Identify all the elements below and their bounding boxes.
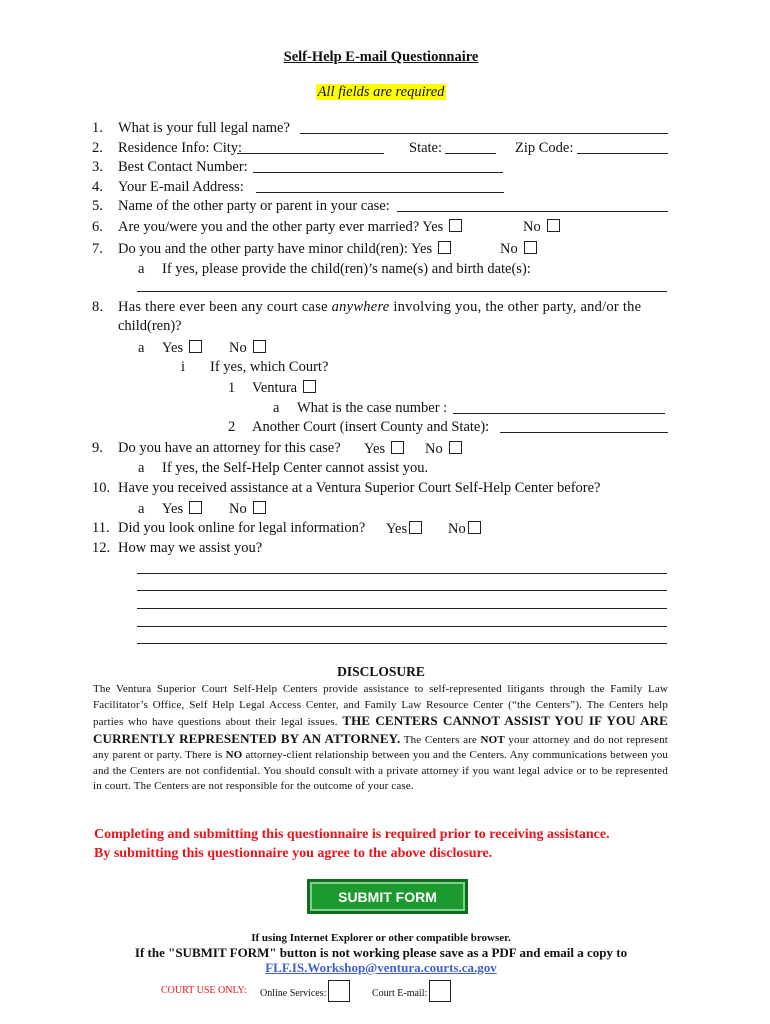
question-1: 1. What is your full legal name? — [92, 120, 290, 136]
page-title: Self-Help E-mail Questionnaire — [283, 49, 479, 65]
court-case-no-checkbox[interactable] — [253, 340, 266, 353]
city-field[interactable] — [237, 141, 384, 154]
question-11: 11. Did you look online for legal information? — [92, 520, 366, 536]
children-no-option: No — [500, 241, 537, 257]
required-notice: Completing and submitting this questionnaire is required prior to receiving assistance. — [94, 827, 610, 842]
zip-field[interactable] — [577, 141, 668, 154]
assist-line-3[interactable] — [137, 608, 667, 609]
full-name-field[interactable] — [300, 121, 668, 134]
question-9: 9. Do you have an attorney for this case? — [92, 440, 341, 456]
attorney-no-checkbox[interactable] — [449, 441, 462, 454]
prior-help-yes-checkbox[interactable] — [189, 501, 202, 514]
online-services-option: Online Services: — [260, 980, 350, 1002]
question-7a: a If yes, please provide the child(ren)’s name(s) and birth date(s): — [138, 261, 531, 277]
browser-note: If using Internet Explorer or other compatible browser. — [251, 932, 511, 944]
assist-line-1[interactable] — [137, 573, 667, 574]
question-3: 3. Best Contact Number: — [92, 159, 248, 175]
question-6: 6. Are you/were you and the other party ever married? Yes — [92, 219, 462, 235]
attorney-no-option: No — [425, 441, 462, 457]
email-link[interactable]: FLF.IS.Workshop@ventura.courts.ca.gov — [265, 960, 497, 975]
question-4: 4. Your E-mail Address: — [92, 179, 244, 195]
question-8-2: 2 Another Court (insert County and State): — [228, 419, 490, 435]
prior-help-no-checkbox[interactable] — [253, 501, 266, 514]
submit-form-button[interactable]: SUBMIT FORM — [307, 879, 468, 914]
email-address-field[interactable] — [256, 180, 504, 193]
question-7: 7. Do you and the other party have minor child(ren): Yes — [92, 241, 451, 257]
assist-line-4[interactable] — [137, 626, 667, 627]
subtitle-required — [0, 85, 762, 100]
question-8-i: i If yes, which Court? — [181, 359, 329, 375]
required-highlight: All fields are required — [317, 84, 445, 100]
court-case-yes-checkbox[interactable] — [189, 340, 202, 353]
state-label: State: — [409, 140, 443, 156]
married-no-checkbox[interactable] — [547, 219, 560, 232]
online-no-checkbox[interactable] — [468, 521, 481, 534]
state-field[interactable] — [445, 141, 496, 154]
prior-help-no-option: No — [229, 501, 266, 517]
cannot-assist-warning: THE CENTERS CANNOT ASSIST YOU IF YOU ARE CURRENTLY REPRESENTED BY AN ATTORNEY. — [93, 713, 668, 746]
court-case-no-option: No — [229, 340, 266, 356]
children-yes-checkbox[interactable] — [438, 241, 451, 254]
attorney-yes-option: Yes — [364, 441, 404, 457]
contact-number-field[interactable] — [253, 160, 503, 173]
ventura-court-checkbox[interactable] — [303, 380, 316, 393]
court-email-box[interactable] — [429, 980, 451, 1002]
court-email-option: Court E-mail: — [372, 980, 451, 1002]
court-use-label: COURT USE ONLY: — [161, 985, 247, 996]
question-12: 12. How may we assist you? — [92, 540, 263, 556]
question-8-1a: a What is the case number : — [273, 400, 448, 416]
question-8: 8. Has there ever been any court case anywhere involving you, the other party, and/or the — [92, 299, 642, 315]
question-8-1: 1 Ventura — [228, 380, 316, 396]
attorney-yes-checkbox[interactable] — [391, 441, 404, 454]
fallback-note: If the "SUBMIT FORM" button is not working please save as a PDF and email a copy to — [134, 945, 628, 960]
question-5: 5. Name of the other party or parent in your case: — [92, 198, 390, 214]
assist-line-5[interactable] — [137, 643, 667, 644]
agreement-notice: By submitting this questionnaire you agree to the above disclosure. — [94, 846, 493, 861]
question-8a: a Yes — [138, 340, 202, 356]
question-8-line2: child(ren)? — [118, 318, 182, 334]
question-10: 10. Have you received assistance at a Ventura Superior Court Self-Help Center before? — [92, 480, 601, 496]
married-yes-checkbox[interactable] — [449, 219, 462, 232]
question-9a: a If yes, the Self-Help Center cannot assist you. — [138, 460, 429, 476]
online-services-box[interactable] — [328, 980, 350, 1002]
zip-label: Zip Code: — [515, 140, 574, 156]
children-no-checkbox[interactable] — [524, 241, 537, 254]
online-yes-option: Yes — [386, 521, 422, 537]
online-yes-checkbox[interactable] — [409, 521, 422, 534]
assist-line-2[interactable] — [137, 590, 667, 591]
disclosure-text: The Ventura Superior Court Self-Help Centers provide assistance to self-represented litigants through the Family Law Facilitator’s Office, Self Help Legal Access Center, and Family Law Resource Center (“the Centers”). The Centers help parties who have questions about their legal issues. THE CENTERS CANNOT ASSIST YOU IF YOU ARE CURRENTLY REPRESENTED BY AN ATTORNEY. The Centers are NOT your attorney and do not represent any parent or party. There is NO attorney-client relationship between you and the Centers. Any communications between you and the Centers are not confidential. You should consult with a private attorney if you want legal advice or to be represented in court. The Centers are not responsible for the outcome of your case. — [93, 683, 668, 792]
question-10a: a Yes — [138, 501, 202, 517]
question-2: 2. Residence Info: City: — [92, 140, 243, 156]
children-names-field[interactable] — [137, 291, 667, 292]
case-number-field[interactable] — [453, 401, 665, 414]
married-no-option: No — [523, 219, 560, 235]
online-no-option: No — [448, 521, 481, 537]
disclosure-heading: DISCLOSURE — [337, 664, 425, 679]
other-party-name-field[interactable] — [397, 199, 668, 212]
other-court-field[interactable] — [500, 420, 668, 433]
